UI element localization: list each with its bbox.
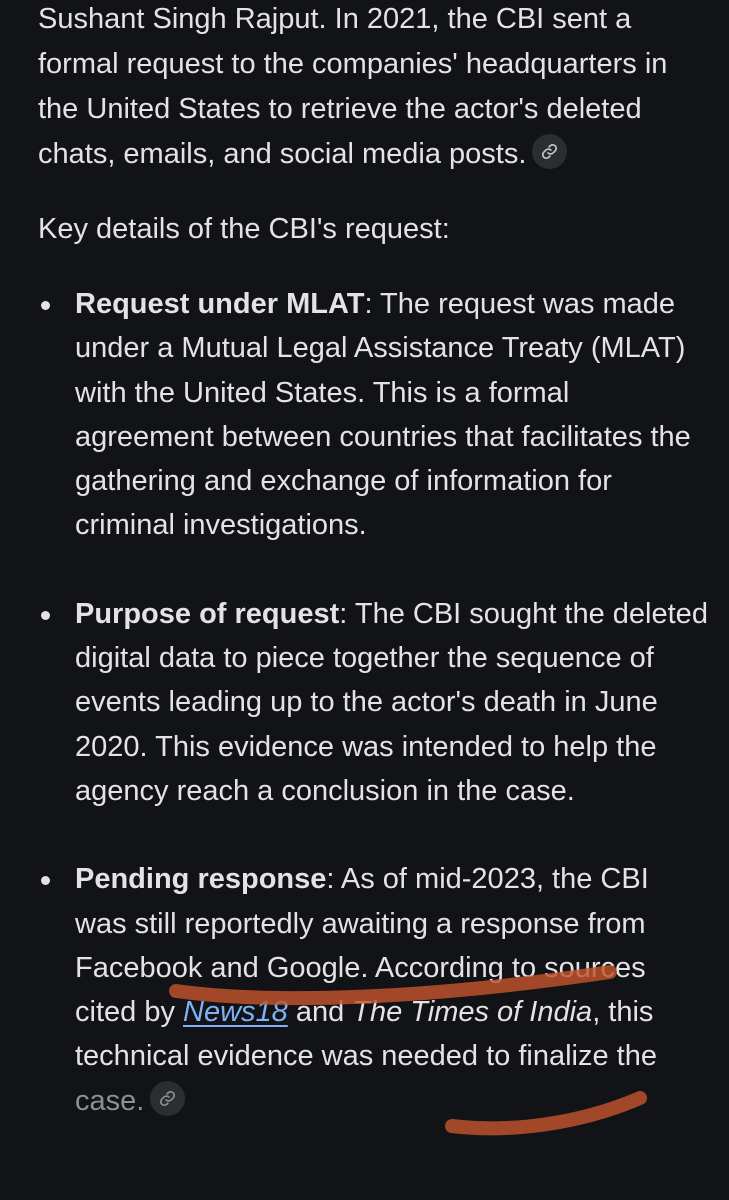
list-item-purpose	[38, 592, 708, 813]
bullet-title: Pending response	[75, 863, 327, 896]
intro-paragraph	[38, 0, 708, 177]
bullet-dot	[41, 301, 50, 310]
key-details-heading: Key details of the CBI's request:	[38, 213, 450, 245]
bullet-dot	[41, 876, 50, 885]
list-item-mlat	[38, 282, 708, 548]
intro-text: Sushant Singh Rajput. In 2021, the CBI sent a formal request to the companies' headquarters in the United States to retrieve the actor's deleted chats, emails, and social media posts.	[38, 3, 668, 170]
link-icon	[541, 143, 558, 160]
bullet-body: : The request was made under a Mutual Legal Assistance Treaty (MLAT) with the United States. This is a formal agreement between countries that facilitates the gathering and exchange of information for criminal investigations.	[75, 288, 691, 542]
source-link-chip[interactable]	[532, 134, 567, 169]
source-title: The Times of India	[352, 996, 593, 1029]
news18-link[interactable]: News18	[183, 996, 288, 1029]
link-icon	[159, 1090, 176, 1107]
list-item-pending	[38, 857, 708, 1123]
bullet-body-part: and	[287, 996, 353, 1029]
bullet-body-part: , this technical evidence was needed to finalize the	[75, 996, 657, 1073]
bullet-dot	[41, 611, 50, 620]
bullet-body: : The CBI sought the deleted digital data to piece together the sequence of events leading up to the actor's death in June 2020. This evidence was intended to help the agency reach a conclusion in the case.	[75, 597, 708, 807]
response-content	[38, 0, 708, 1167]
faded-text: case.	[75, 1084, 145, 1117]
source-link-chip[interactable]	[150, 1081, 185, 1116]
details-list	[38, 282, 708, 1123]
bullet-body-part: : As of mid-2023, the CBI was still reportedly awaiting a response from Facebook and Google. According to sources cited by	[75, 863, 649, 1029]
bullet-title: Request under MLAT	[75, 288, 365, 320]
bullet-title: Purpose of request	[75, 597, 340, 630]
